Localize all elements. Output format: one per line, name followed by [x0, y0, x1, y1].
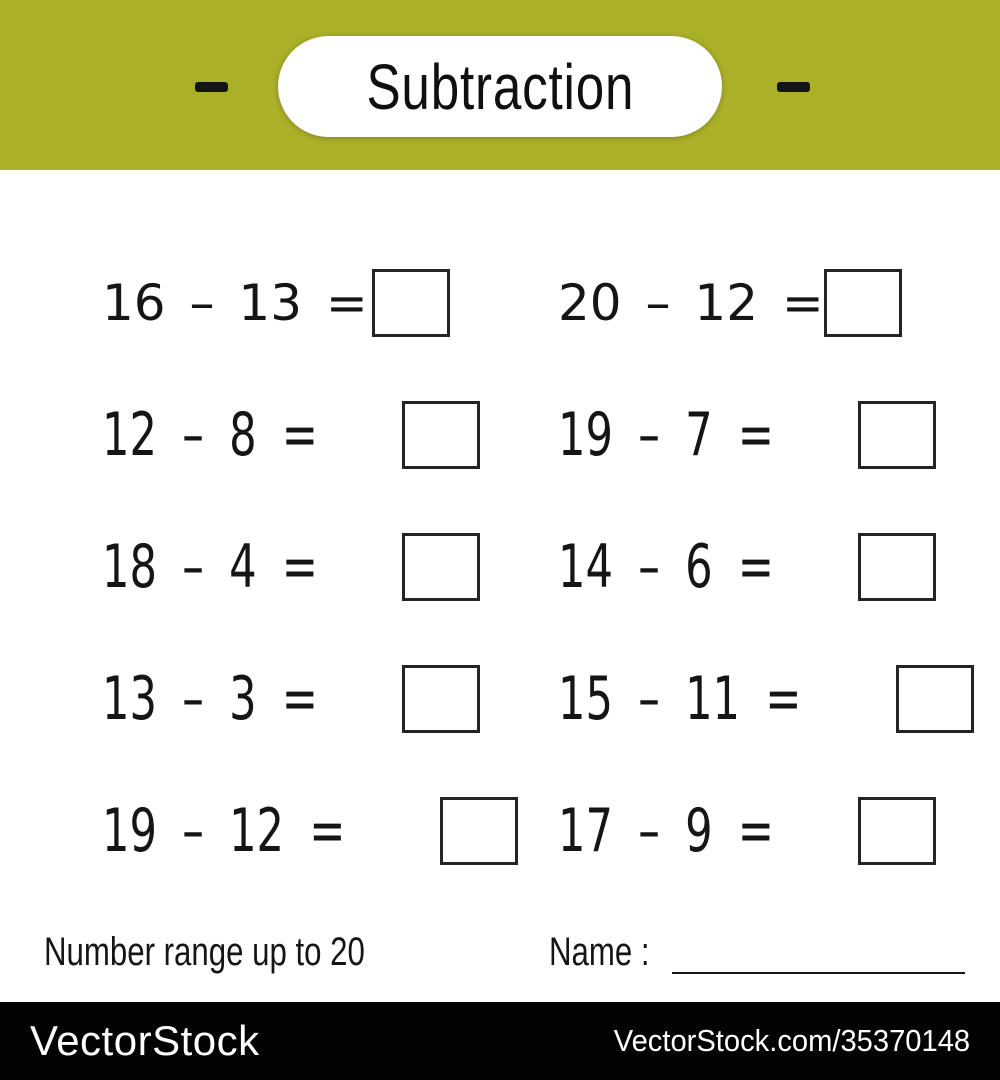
answer-box[interactable] — [896, 665, 974, 733]
problems-column-left — [102, 237, 450, 897]
subtraction-problem — [102, 237, 450, 369]
answer-box[interactable] — [402, 401, 480, 469]
answer-box[interactable] — [372, 269, 450, 337]
vectorstock-url: VectorStock.com/35370148 — [613, 1023, 970, 1058]
minus-icon — [777, 82, 810, 92]
equation-text: 14 – 6 = — [558, 532, 775, 602]
answer-box[interactable] — [858, 401, 936, 469]
title-pill — [278, 36, 722, 137]
subtraction-problem — [102, 369, 450, 501]
minus-icon — [195, 82, 228, 92]
equation-text: 19 – 7 = — [558, 400, 775, 470]
equation-text: 17 – 9 = — [558, 796, 775, 866]
answer-box[interactable] — [402, 533, 480, 601]
number-range-label: Number range up to 20 — [44, 930, 365, 974]
worksheet-title: Subtraction — [366, 50, 634, 123]
subtraction-problem — [558, 633, 898, 765]
subtraction-problem — [558, 765, 898, 897]
answer-box[interactable] — [440, 797, 518, 865]
name-label: Name : — [549, 930, 650, 974]
subtraction-problem — [102, 501, 450, 633]
subtraction-problem — [102, 633, 450, 765]
equation-text: 15 – 11 = — [558, 664, 802, 734]
problems-column-right — [558, 237, 898, 897]
equation-text: 13 – 3 = — [102, 664, 319, 734]
equation-text: 19 – 12 = — [102, 796, 346, 866]
subtraction-problem — [558, 237, 898, 369]
answer-box[interactable] — [824, 269, 902, 337]
header-banner — [0, 0, 1000, 170]
answer-box[interactable] — [858, 533, 936, 601]
vectorstock-logo: VectorStock — [30, 1017, 260, 1064]
equation-text: 18 – 4 = — [102, 532, 319, 602]
name-input-line[interactable] — [672, 972, 965, 974]
watermark-footer — [0, 1002, 1000, 1080]
subtraction-problem — [558, 501, 898, 633]
subtraction-problem — [102, 765, 450, 897]
answer-box[interactable] — [402, 665, 480, 733]
subtraction-problem — [558, 369, 898, 501]
equation-text: 12 – 8 = — [102, 400, 319, 470]
equation-text: 20 – 12 = — [558, 274, 824, 332]
answer-box[interactable] — [858, 797, 936, 865]
equation-text: 16 – 13 = — [102, 274, 368, 332]
